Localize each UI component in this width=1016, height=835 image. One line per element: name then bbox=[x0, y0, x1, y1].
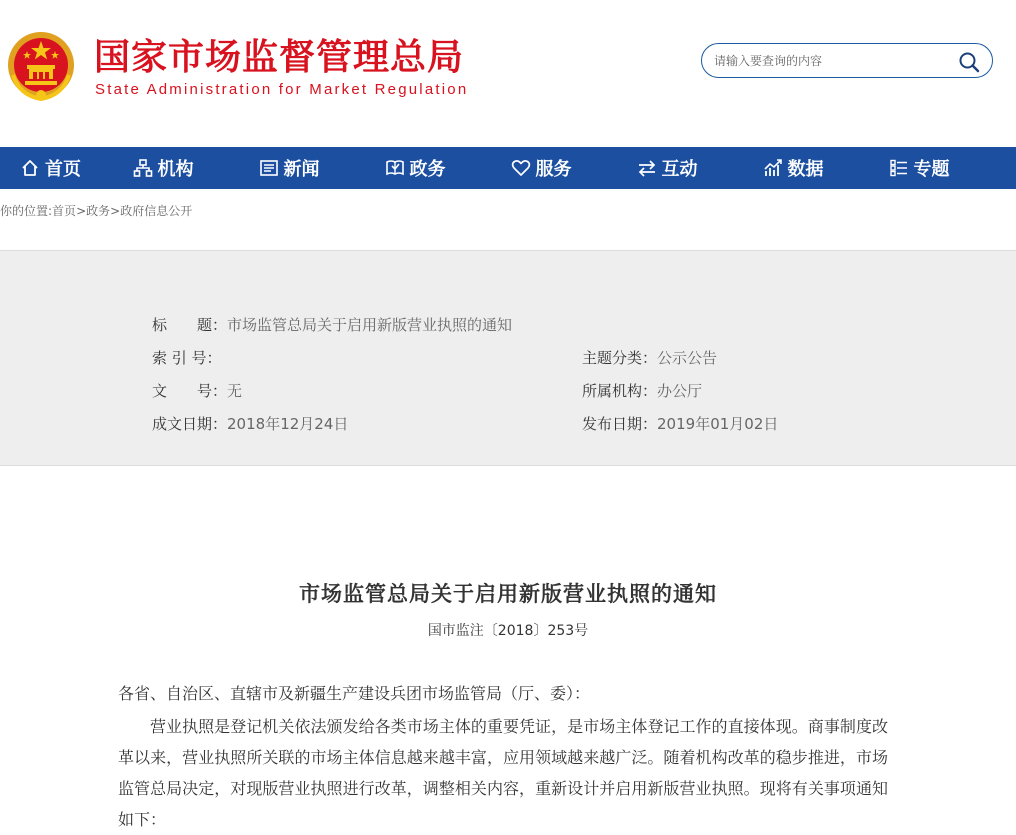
topics-icon bbox=[889, 158, 909, 178]
search-input[interactable] bbox=[714, 52, 954, 70]
nav-item-data[interactable] bbox=[730, 147, 856, 189]
nav-label: 首页 bbox=[45, 159, 81, 180]
nav-label: 机构 bbox=[157, 159, 194, 180]
breadcrumb-item-affairs[interactable]: 政务 bbox=[86, 204, 111, 218]
info-docno-row bbox=[152, 381, 242, 401]
site-subtitle: State Administration for Market Regulation bbox=[95, 81, 469, 98]
chart-icon bbox=[763, 158, 783, 178]
info-written-label: 成文日期： bbox=[152, 415, 228, 433]
breadcrumb-sep: > bbox=[76, 204, 87, 218]
site-title[interactable]: 国家市场监督管理总局 bbox=[94, 37, 465, 78]
nav-label: 专题 bbox=[913, 159, 950, 180]
nav-item-org[interactable] bbox=[100, 147, 226, 189]
info-category-value: 公示公告 bbox=[657, 349, 718, 367]
nav-item-service[interactable] bbox=[478, 147, 604, 189]
article-title: 市场监管总局关于启用新版营业执照的通知 bbox=[299, 582, 717, 606]
news-icon bbox=[259, 158, 279, 178]
main-nav bbox=[0, 147, 1016, 189]
affairs-icon bbox=[385, 158, 405, 178]
exchange-icon bbox=[637, 158, 657, 178]
article-paragraph: 营业执照是登记机关依法颁发给各类市场主体的重要凭证，是市场主体登记工作的直接体现。商事制度改革以来，营业执照所关联的市场主体信息越来越丰富，应用领域越来越广泛。随着机构改革的稳步推进，市场监管总局决定，对现版营业执照进行改革，调整相关内容，重新设计并启用新版营业执照。现将有关事项通知如下： bbox=[118, 717, 888, 829]
home-icon bbox=[20, 158, 40, 178]
info-org-label: 所属机构： bbox=[582, 382, 658, 400]
breadcrumb-item-home[interactable]: 首页 bbox=[52, 204, 77, 218]
search-icon[interactable] bbox=[958, 51, 980, 73]
search-box bbox=[701, 43, 993, 78]
article-salutation: 各省、自治区、直辖市及新疆生产建设兵团市场监管局（厅、委）： bbox=[118, 684, 591, 703]
nav-label: 数据 bbox=[787, 159, 824, 180]
nav-item-topics[interactable] bbox=[856, 147, 982, 189]
document-number: 国市监注〔2018〕253号 bbox=[427, 623, 589, 639]
breadcrumb-prefix: 你的位置: bbox=[0, 204, 53, 218]
nav-label: 新闻 bbox=[283, 159, 320, 180]
info-published-row bbox=[582, 414, 778, 434]
heart-icon bbox=[511, 158, 531, 178]
info-published-value: 2019年01月02日 bbox=[657, 415, 779, 433]
national-emblem-icon bbox=[5, 29, 77, 103]
info-written-value: 2018年12月24日 bbox=[227, 415, 349, 433]
nav-label: 政务 bbox=[409, 159, 446, 180]
info-docno-value: 无 bbox=[227, 382, 243, 400]
info-org-value: 办公厅 bbox=[657, 382, 703, 400]
breadcrumb-sep: > bbox=[110, 204, 121, 218]
info-written-row bbox=[152, 414, 348, 434]
nav-item-interact[interactable] bbox=[604, 147, 730, 189]
breadcrumb bbox=[0, 202, 192, 219]
info-category-row bbox=[582, 348, 717, 368]
breadcrumb-item-disclosure[interactable]: 政府信息公开 bbox=[120, 204, 193, 218]
info-category-label: 主题分类： bbox=[582, 349, 658, 367]
info-org-row bbox=[582, 381, 702, 401]
org-icon bbox=[133, 158, 153, 178]
nav-label: 互动 bbox=[661, 159, 698, 180]
info-published-label: 发布日期： bbox=[582, 415, 658, 433]
info-index-label: 索 引 号： bbox=[152, 349, 222, 367]
document-info-panel bbox=[0, 250, 1016, 466]
nav-item-affairs[interactable] bbox=[352, 147, 478, 189]
nav-item-news[interactable] bbox=[226, 147, 352, 189]
info-title-label: 标 题： bbox=[152, 316, 228, 334]
info-title-value: 市场监管总局关于启用新版营业执照的通知 bbox=[227, 316, 513, 334]
nav-label: 服务 bbox=[535, 159, 572, 180]
info-title-row bbox=[152, 315, 512, 335]
info-docno-label: 文 号： bbox=[152, 382, 228, 400]
info-index-row bbox=[152, 348, 222, 368]
nav-item-home[interactable] bbox=[0, 147, 100, 189]
site-header bbox=[0, 0, 1016, 147]
